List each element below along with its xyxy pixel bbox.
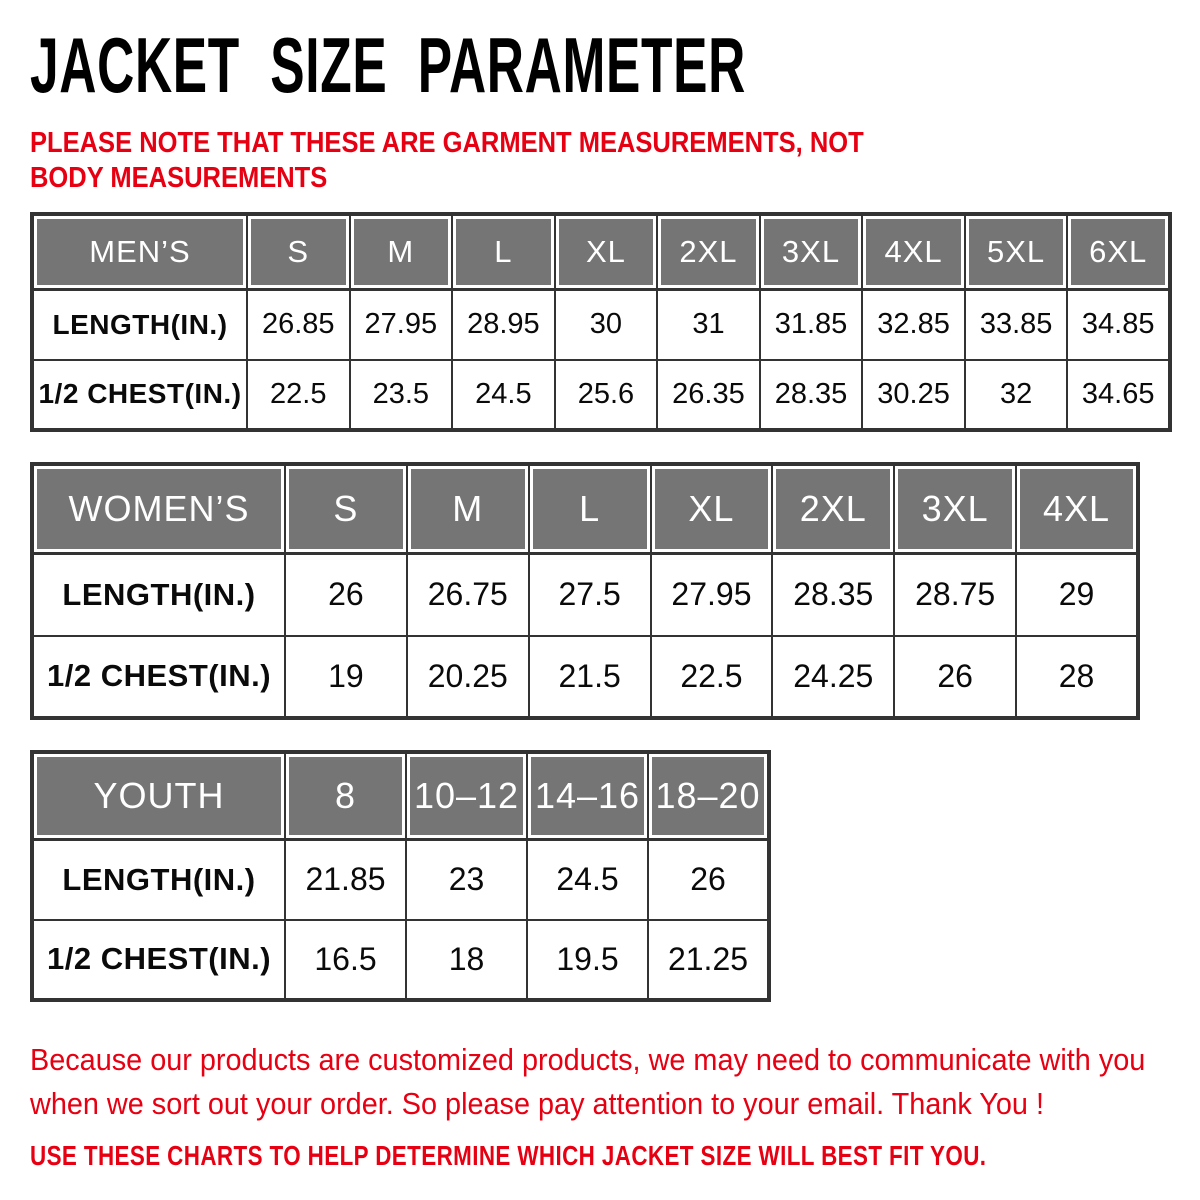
customization-notice <box>30 1038 1200 1126</box>
womens-table-row <box>32 636 1138 718</box>
womens-size-header-cell: M <box>407 464 529 554</box>
value-cell: 31.85 <box>760 290 863 360</box>
value-cell: 24.5 <box>452 360 555 430</box>
value-cell: 26.85 <box>247 290 350 360</box>
mens-size-header-cell: XL <box>555 214 658 290</box>
value-cell: 27.95 <box>350 290 453 360</box>
value-cell: 25.6 <box>555 360 658 430</box>
value-cell: 28 <box>1016 636 1138 718</box>
value-cell: 28.35 <box>772 554 894 636</box>
youth-size-header-cell: 18–20 <box>648 752 769 840</box>
womens-size-header-cell: 3XL <box>894 464 1016 554</box>
womens-size-header-cell: 4XL <box>1016 464 1138 554</box>
youth-group-header-cell: YOUTH <box>32 752 285 840</box>
mens-header-row <box>32 214 1170 290</box>
womens-size-header-cell: L <box>529 464 651 554</box>
customization-notice-text: Because our products are customized products, we may need to communicate with you when we sort out your order. So please pay attention to your email. Thank You ! <box>30 1041 1146 1121</box>
measure-label-cell: 1/2 CHEST(IN.) <box>32 360 247 430</box>
value-cell: 33.85 <box>965 290 1068 360</box>
value-cell: 26.75 <box>407 554 529 636</box>
page-title <box>30 21 1200 110</box>
youth-table-row <box>32 920 769 1000</box>
value-cell: 21.5 <box>529 636 651 718</box>
value-cell: 28.95 <box>452 290 555 360</box>
measure-label-cell: 1/2 CHEST(IN.) <box>32 636 285 718</box>
page-title-text: JACKET SIZE PARAMETER <box>30 21 746 109</box>
usage-instruction-text: USE THESE CHARTS TO HELP DETERMINE WHICH JACKET SIZE WILL BEST FIT YOU. <box>30 1139 987 1171</box>
mens-size-header-cell: 4XL <box>862 214 965 290</box>
measure-label-cell: 1/2 CHEST(IN.) <box>32 920 285 1000</box>
womens-size-table <box>30 462 1140 720</box>
value-cell: 24.5 <box>527 840 648 920</box>
youth-size-table <box>30 750 771 1002</box>
youth-size-header-cell: 8 <box>285 752 406 840</box>
mens-size-header-cell: L <box>452 214 555 290</box>
value-cell: 29 <box>1016 554 1138 636</box>
measure-label-cell: LENGTH(IN.) <box>32 290 247 360</box>
garment-measurement-note <box>30 126 1200 196</box>
value-cell: 19 <box>285 636 407 718</box>
value-cell: 28.35 <box>760 360 863 430</box>
value-cell: 16.5 <box>285 920 406 1000</box>
value-cell: 27.95 <box>651 554 773 636</box>
value-cell: 24.25 <box>772 636 894 718</box>
womens-header-row <box>32 464 1138 554</box>
youth-size-header-cell: 10–12 <box>406 752 527 840</box>
value-cell: 31 <box>657 290 760 360</box>
value-cell: 26 <box>648 840 769 920</box>
value-cell: 23.5 <box>350 360 453 430</box>
value-cell: 30.25 <box>862 360 965 430</box>
youth-size-header-cell: 14–16 <box>527 752 648 840</box>
value-cell: 21.85 <box>285 840 406 920</box>
value-cell: 26.35 <box>657 360 760 430</box>
value-cell: 21.25 <box>648 920 769 1000</box>
value-cell: 32 <box>965 360 1068 430</box>
value-cell: 18 <box>406 920 527 1000</box>
youth-table-row <box>32 840 769 920</box>
value-cell: 30 <box>555 290 658 360</box>
usage-instruction <box>30 1140 1200 1172</box>
value-cell: 19.5 <box>527 920 648 1000</box>
mens-table-row <box>32 360 1170 430</box>
measure-label-cell: LENGTH(IN.) <box>32 840 285 920</box>
value-cell: 34.85 <box>1067 290 1170 360</box>
mens-size-header-cell: 6XL <box>1067 214 1170 290</box>
mens-size-header-cell: S <box>247 214 350 290</box>
measure-label-cell: LENGTH(IN.) <box>32 554 285 636</box>
mens-group-header-cell: MEN’S <box>32 214 247 290</box>
womens-group-header-cell: WOMEN’S <box>32 464 285 554</box>
womens-table-row <box>32 554 1138 636</box>
value-cell: 23 <box>406 840 527 920</box>
value-cell: 26 <box>894 636 1016 718</box>
value-cell: 20.25 <box>407 636 529 718</box>
mens-size-header-cell: 5XL <box>965 214 1068 290</box>
womens-size-header-cell: 2XL <box>772 464 894 554</box>
womens-size-header-cell: XL <box>651 464 773 554</box>
value-cell: 32.85 <box>862 290 965 360</box>
value-cell: 28.75 <box>894 554 1016 636</box>
womens-size-header-cell: S <box>285 464 407 554</box>
value-cell: 22.5 <box>247 360 350 430</box>
value-cell: 22.5 <box>651 636 773 718</box>
mens-table-row <box>32 290 1170 360</box>
garment-measurement-note-text: PLEASE NOTE THAT THESE ARE GARMENT MEASUREMENTS, NOT BODY MEASUREMENTS <box>30 127 864 194</box>
mens-size-header-cell: M <box>350 214 453 290</box>
youth-header-row <box>32 752 769 840</box>
value-cell: 27.5 <box>529 554 651 636</box>
mens-size-header-cell: 3XL <box>760 214 863 290</box>
mens-size-table <box>30 212 1172 432</box>
value-cell: 34.65 <box>1067 360 1170 430</box>
value-cell: 26 <box>285 554 407 636</box>
mens-size-header-cell: 2XL <box>657 214 760 290</box>
